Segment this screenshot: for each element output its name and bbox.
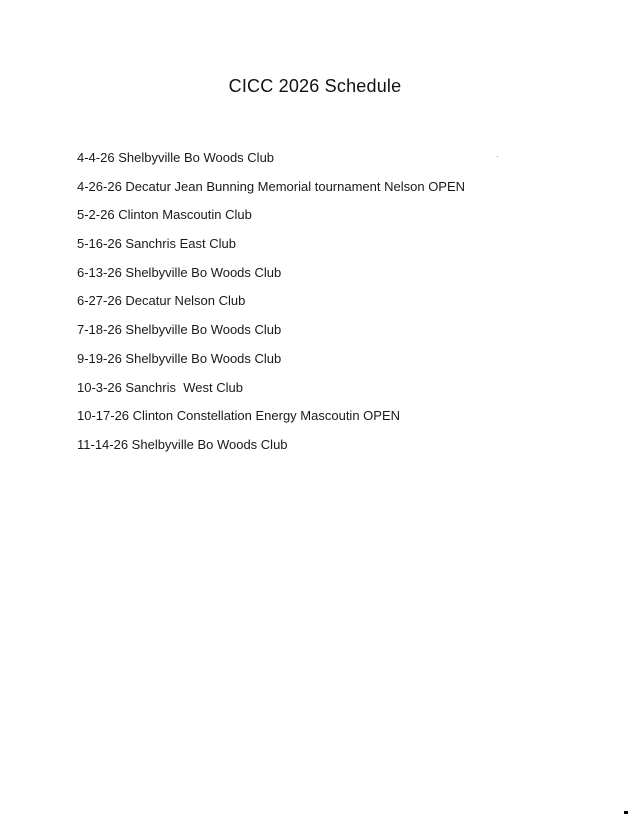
schedule-list — [77, 148, 465, 464]
corner-mark — [624, 811, 628, 814]
stray-dot — [497, 156, 498, 157]
page-title: CICC 2026 Schedule — [228, 76, 402, 96]
schedule-entry: 4-4-26 Shelbyville Bo Woods Club — [77, 150, 275, 165]
schedule-entry: 7-18-26 Shelbyville Bo Woods Club — [77, 322, 282, 338]
schedule-entry: 10-17-26 Clinton Constellation Energy Mascoutin OPEN — [77, 408, 401, 424]
schedule-entry: 9-19-26 Shelbyville Bo Woods Club — [77, 350, 282, 366]
schedule-entry: 5-16-26 Sanchris East Club — [77, 236, 236, 252]
schedule-entry: 6-13-26 Shelbyville Bo Woods Club — [77, 264, 282, 280]
schedule-entry: 4-26-26 Decatur Jean Bunning Memorial tournament Nelson OPEN — [77, 178, 466, 194]
schedule-entry: 5-2-26 Clinton Mascoutin Club — [77, 207, 252, 223]
schedule-entry: 10-3-26 Sanchris West Club — [77, 379, 243, 395]
schedule-entry: 11-14-26 Shelbyville Bo Woods Club — [77, 436, 288, 452]
schedule-entry: 6-27-26 Decatur Nelson Club — [77, 293, 246, 309]
